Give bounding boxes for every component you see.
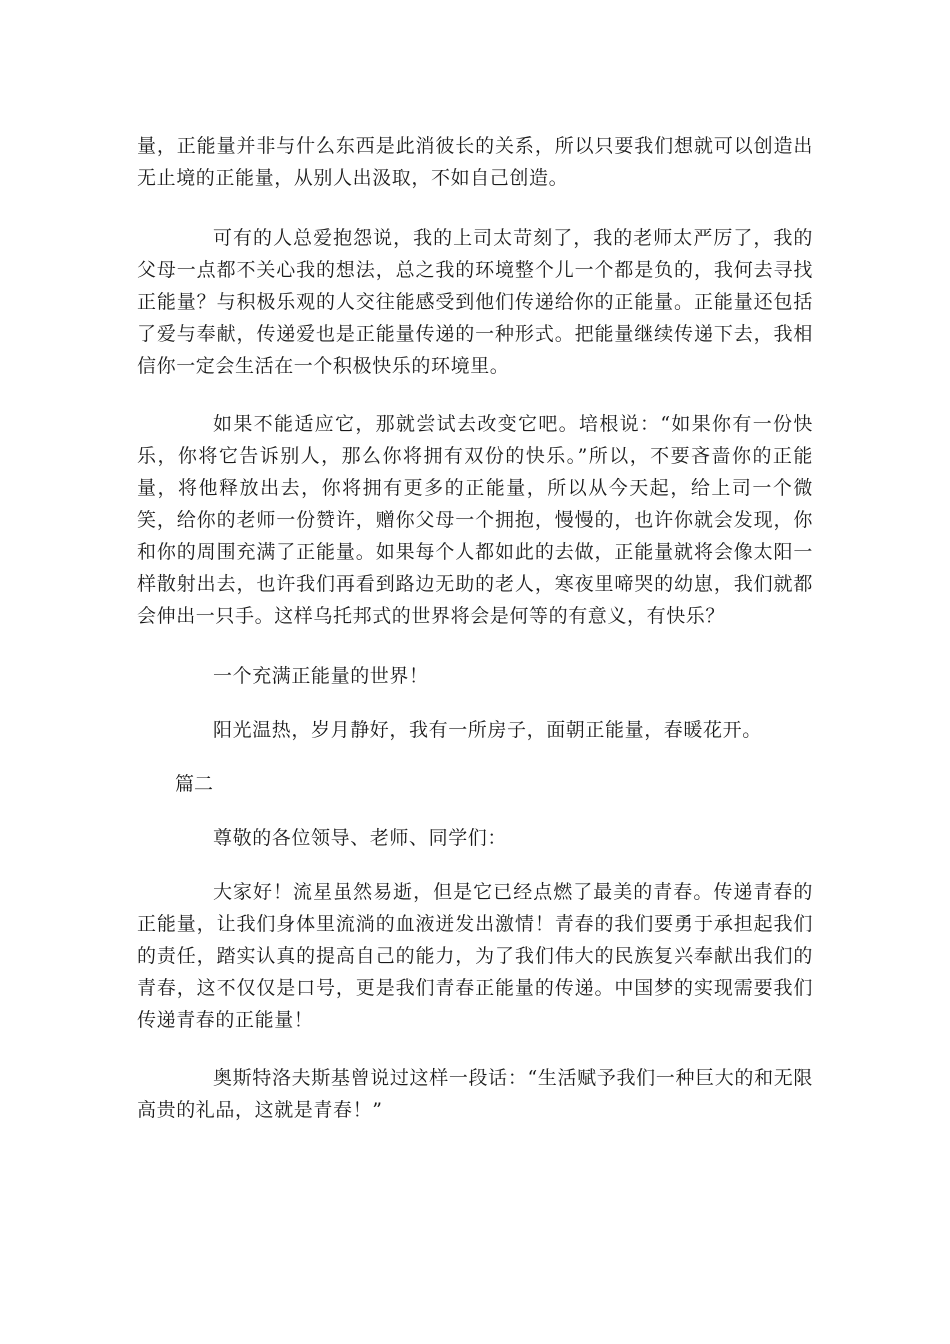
paragraph-3: 如果不能适应它，那就尝试去改变它吧。培根说：“如果你有一份快乐，你将它告诉别人，那么你将拥有双份的快乐。”所以，不要吝啬你的正能量，将他释放出去，你将拥有更多的正能量，所以从今天起，给上司一个微笑，给你的老师一份赞许，赠你父母一个拥抱，慢慢的，也许你就会发现，你和你的周围充满了正能量。如果每个人都如此的去做，正能量就将会像太阳一样散射出去，也许我们再看到路边无助的老人，寒夜里啼哭的幼崽，我们就都会伸出一只手。这样乌托邦式的世界将会是何等的有意义，有快乐？: [137, 413, 813, 627]
paragraph-5: 阳光温热，岁月静好，我有一所房子，面朝正能量，春暖花开。: [213, 719, 762, 741]
paragraph-6: 大家好！流星虽然易逝，但是它已经点燃了最美的青春。传递青春的正能量，让我们身体里流淌的血液迸发出激情！青春的我们要勇于承担起我们的责任，踏实认真的提高自己的能力，为了我们伟大的民族复兴奉献出我们的青春，这不仅仅是口号，更是我们青春正能量的传递。中国梦的实现需要我们传递青春的正能量！: [137, 881, 813, 1031]
salutation: 尊敬的各位领导、老师、同学们：: [213, 827, 508, 849]
paragraph-7: 奥斯特洛夫斯基曾说过这样一段话：“生活赋予我们一种巨大的和无限高贵的礼品，这就是青春！”: [137, 1067, 813, 1121]
section-heading: 篇二: [175, 773, 214, 795]
paragraph-1: 量，正能量并非与什么东西是此消彼长的关系，所以只要我们想就可以创造出无止境的正能量，从别人出汲取，不如自己创造。: [137, 135, 813, 189]
paragraph-4: 一个充满正能量的世界！: [213, 665, 429, 687]
paragraph-2: 可有的人总爱抱怨说，我的上司太苛刻了，我的老师太严厉了，我的父母一点都不关心我的想法，总之我的环境整个儿一个都是负的，我何去寻找正能量？与积极乐观的人交往能感受到他们传递给你的正能量。正能量还包括了爱与奉献，传递爱也是正能量传递的一种形式。把能量继续传递下去，我相信你一定会生活在一个积极快乐的环境里。: [137, 227, 813, 377]
